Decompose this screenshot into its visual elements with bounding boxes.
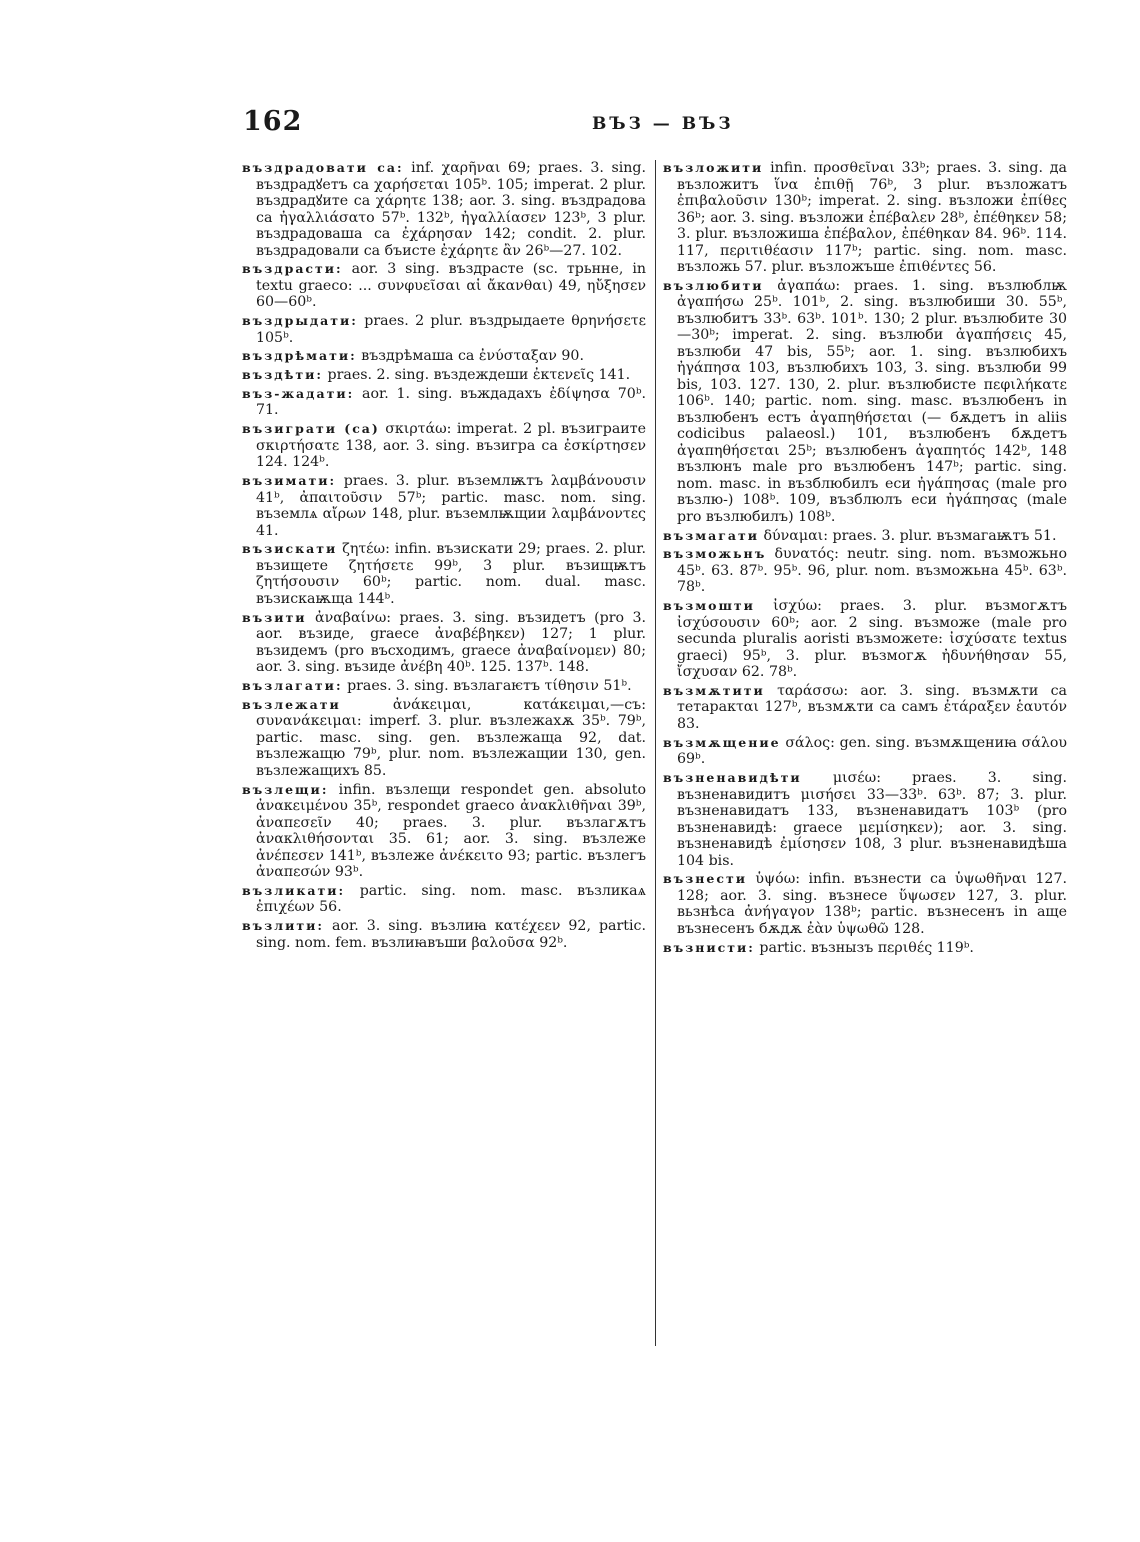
entry-headword: въздрыдати: [242, 313, 358, 329]
dictionary-entry [242, 883, 646, 916]
entry-headword: въздѣти: [242, 367, 324, 383]
entry-headword: възити [242, 609, 307, 625]
entry-body: ἀνάκειμαι, κατάκειμαι,—съ: συνανάκειμαι: imperf. 3. plur. възлежахѫ 35ᵇ. 79ᵇ, partic. masc. sing. gen. възлежаща 92, dat. възлежащю 79ᵇ, plur. nom. възлежащии 130, gen. възлежащихъ 85. [256, 696, 646, 779]
dictionary-entry [663, 735, 1067, 768]
dictionary-entry [663, 598, 1067, 681]
dictionary-entry [663, 528, 1067, 545]
dictionary-entry [242, 473, 646, 539]
dictionary-entry [663, 546, 1067, 596]
entry-headword: възможьнъ [663, 546, 767, 562]
entry-headword: възискати [242, 541, 338, 557]
entry-headword: възмѫтити [663, 682, 765, 698]
entry-body: δύναμαι: praes. 3. plur. възмагаѭтъ 51. [759, 527, 1057, 544]
dictionary-entry [663, 683, 1067, 733]
entry-body: σκιρτάω: imperat. 2 pl. възиграите σκιρτήσατε 138, aor. 3. sing. възигра са ἐσκίρτησεν 124. 124ᵇ. [256, 421, 646, 471]
dictionary-entry [242, 610, 646, 676]
entry-headword: възнести [663, 871, 747, 887]
entry-body: inf. χαρῆναι 69; praes. 3. sing. въздрадꙋетъ са χαρήσεται 105ᵇ. 105; imperat. 2 plur. въздрадꙋите са χάρητε 138; aor. 3. sing. въздрадова са ἠγαλλιάσατο 57ᵇ. 132ᵇ, ἠγαλλίασεν 123ᵇ, 3 plur. въздрадоваша са ἐχάρησαν 142; condit. 2. plur. въздрадовали са бъисте ἐχάρητε ἂν 26ᵇ—27. 102. [256, 160, 646, 259]
entry-headword: възмѫщение [663, 734, 781, 750]
entry-headword: възликати: [242, 882, 346, 898]
entry-body: δυνατός: neutr. sing. nom. възможьно 45ᵇ. 63. 87ᵇ. 95ᵇ. 96, plur. nom. възможьна 45ᵇ. 63ᵇ. 78ᵇ. [677, 546, 1067, 596]
entry-headword: възложити [663, 160, 764, 175]
running-head: ВЪЗ — ВЪЗ [592, 114, 734, 134]
entry-headword: въздрѣмати: [242, 348, 357, 364]
entry-headword: възлагати: [242, 677, 343, 693]
dictionary-entry [242, 782, 646, 881]
entry-body: aor. 3 sing. въздрасте (sc. трьнне, in textu graeco: ... συνφυεῖσαι αἱ ἄκανθαι) 49, ηὔξησεν 60—60ᵇ. [256, 261, 646, 311]
entry-body: praes. 2 plur. въздрыдаете θρηνήσετε 105ᵇ. [256, 313, 646, 346]
entry-headword: възнисти: [663, 939, 755, 955]
entry-headword: възмошти [663, 598, 755, 614]
entry-body: aor. 3. sing. възлиꙗ κατέχεεν 92, partic. sing. nom. fem. възлиꙗвъши βαλοῦσα 92ᵇ. [256, 918, 646, 951]
dictionary-entry [663, 940, 1067, 957]
entry-body: infin. възлещи respondet gen. absoluto ἀνακειμένου 35ᵇ, respondet graeco ἀνακλιθῆναι 39ᵇ, ἀναπεσεῖν 40; praes. 3. plur. възлагѫтъ ἀνακλιθήσονται 35. 61; aor. 3. sing. възлеже ἀνέπεσεν 141ᵇ, възлеже ἀνέκειτο 93; partic. възлегъ ἀναπεσών 93ᵇ. [256, 781, 646, 881]
dictionary-entry [242, 421, 646, 471]
entry-body: infin. προσθεῖναι 33ᵇ; praes. 3. sing. да възложитъ ἵνα ἐπιθῇ 76ᵇ, 3 plur. възложатъ ἐπιβαλοῦσιν 130ᵇ; imperat. 2. sing. възложи ἐπίθες 36ᵇ; aor. 3. sing. възложи ἐπέβαλεν 28ᵇ, ἐπέθηκεν 58; 3. plur. възложиша ἐπέβαλον, ἐπέθηκαν 84. 96ᵇ. 114. 117, περιτιθέασιν 117ᵇ; partic. sing. nom. masc. възложь 57. plur. възложъше ἐπιθέντες 56. [677, 160, 1067, 275]
entry-body: ζητέω: infin. възискати 29; praes. 2. plur. възищете ζητήσετε 99ᵇ, 3 plur. възищѭтъ ζητήσουσιν 60ᵇ; partic. nom. dual. masc. възискаѭща 144ᵇ. [256, 541, 646, 607]
entry-body: partic. възнызъ περιθές 119ᵇ. [754, 939, 974, 956]
entry-headword: възненавидѣти [663, 770, 802, 786]
entry-body: praes. 2. sing. въздеждеши ἐκτενεῖς 141. [323, 367, 631, 384]
entry-body: μισέω: praes. 3. sing. възненавидитъ μισήσει 33—33ᵇ. 63ᵇ. 87; 3. plur. възненавидатъ 133, възненавидатъ 103ᵇ (pro възненавидѣ: graece μεμίσηκεν); aor. 3. sing. възненавидѣ ἐμίσησεν 108, 3 plur. възненавидѣша 104 bis. [677, 770, 1067, 869]
right-column [663, 160, 1067, 958]
dictionary-entry [663, 278, 1067, 526]
entry-body: σάλος: gen. sing. възмѫщениꙗ σάλου 69ᵇ. [677, 734, 1067, 768]
entry-body: въздрѣмаша са ἐνύσταξαν 90. [356, 348, 584, 365]
column-divider [655, 160, 656, 1346]
entry-headword: възлюбити [663, 277, 764, 293]
dictionary-entry [242, 918, 646, 951]
dictionary-entry [242, 160, 646, 259]
entry-headword: възлещи: [242, 781, 329, 797]
dictionary-entry [242, 386, 646, 419]
entry-body: partic. sing. nom. masc. възликаѧ ἐπιχέων 56. [256, 882, 646, 916]
dictionary-entry [663, 770, 1067, 869]
left-column [242, 160, 646, 953]
entry-headword: възимати: [242, 473, 337, 489]
entry-body: ἀγαπάω: praes. 1. sing. възлюблѭ ἀγαπήσω 25ᵇ. 101ᵇ, 2. sing. възлюбиши 30. 55ᵇ, възлюбитъ 33ᵇ. 63ᵇ. 101ᵇ. 130; 2 plur. възлюбите 30—30ᵇ; imperat. 2. sing. възлюби ἀγαπήσεις 45, възлюби 47 bis, 55ᵇ; aor. 1. sing. възлюбихъ ἠγάπησα 103, възлюбихъ 103, 3. sing. възлюби 99 bis, 103. 127. 130, 2. plur. възлюбисте πεφιλήκατε 106ᵇ. 140; partic. nom. sing. masc. възлюбенъ in възлюбенъ естъ ἀγαπηθήσεται (— бѫдетъ in aliis codicibus palaeosl.) 101, възлюбенъ бѫдетъ ἀγαπηθήσεται 25ᵇ; възлюбенъ ἀγαπητός 142ᵇ, 148 възлюнъ male pro възлюбенъ 147ᵇ; partic. sing. nom. masc. in възблюбилъ еси ἠγάπησας (male pro възлю-) 108ᵇ. 109, възблюлъ еси ἠγάπησας (male pro възлюбилъ) 108ᵇ. [677, 277, 1067, 525]
dictionary-entry [663, 160, 1067, 276]
entry-body: ἰσχύω: praes. 3. plur. възмогѫтъ ἰσχύσουσιν 60ᵇ; aor. 2 sing. възможе (male pro secunda pluralis aoristi възможете: ἰσχύσατε textus graeci) 95ᵇ, 3. plur. възмогѫ ἠδυνήθησαν 55, ἴσχυσαν 62. 78ᵇ. [677, 598, 1067, 681]
dictionary-entry [242, 678, 646, 695]
entry-headword: въздрадовати са: [242, 160, 404, 175]
dictionary-entry [242, 348, 646, 365]
entry-body: ἀναβαίνω: praes. 3. sing. възидетъ (pro 3. aor. възиде, graece ἀναβέβηκεν) 127; 1 plur. възидемъ (pro въсходимъ, graece ἀναβαίνομεν) 80; aor. 3. sing. възиде ἀνέβη 40ᵇ. 125. 137ᵇ. 148. [256, 609, 646, 676]
dictionary-entry [242, 541, 646, 607]
entry-body: ὑψόω: infin. възнести са ὑψωθῆναι 127. 128; aor. 3. sing. възнесе ὕψωσεν 127, 3. plur. вьзнѣса ἀνήγαγον 138ᵇ; partic. възнесенъ in аще възнесенъ бѫдѫ ἐὰν ὑψωθῶ 128. [677, 871, 1067, 937]
entry-body: praes. 3. sing. възлагаѥтъ τίθησιν 51ᵇ. [342, 677, 632, 694]
entry-headword: възлити: [242, 918, 324, 934]
dictionary-entry [242, 367, 646, 384]
entry-headword: възлежати [242, 696, 341, 712]
entry-headword: възиграти (са) [242, 421, 380, 437]
page-number: 162 [243, 106, 303, 137]
entry-headword: възмагати [663, 527, 759, 543]
entry-headword: въз-жадати: [242, 385, 355, 401]
dictionary-entry [242, 261, 646, 311]
entry-body: ταράσσω: aor. 3. sing. възмѫти са тетаракται 127ᵇ, възмѫти са самъ ἐτάραξεν ἑαυτόν 83. [677, 682, 1067, 732]
dictionary-entry [242, 313, 646, 346]
dictionary-entry [663, 871, 1067, 937]
entry-body: aor. 1. sing. въждадахъ ἐδίψησα 70ᵇ. 71. [256, 385, 646, 419]
entry-headword: въздрасти: [242, 261, 343, 277]
entry-body: praes. 3. plur. въземлѭтъ λαμβάνουσιν 41ᵇ, ἀπαιτοῦσιν 57ᵇ; partic. masc. nom. sing. въземлѧ αἴρων 148, plur. въземлѭщии λαμβάνοντες 41. [256, 473, 646, 539]
dictionary-entry [242, 697, 646, 780]
